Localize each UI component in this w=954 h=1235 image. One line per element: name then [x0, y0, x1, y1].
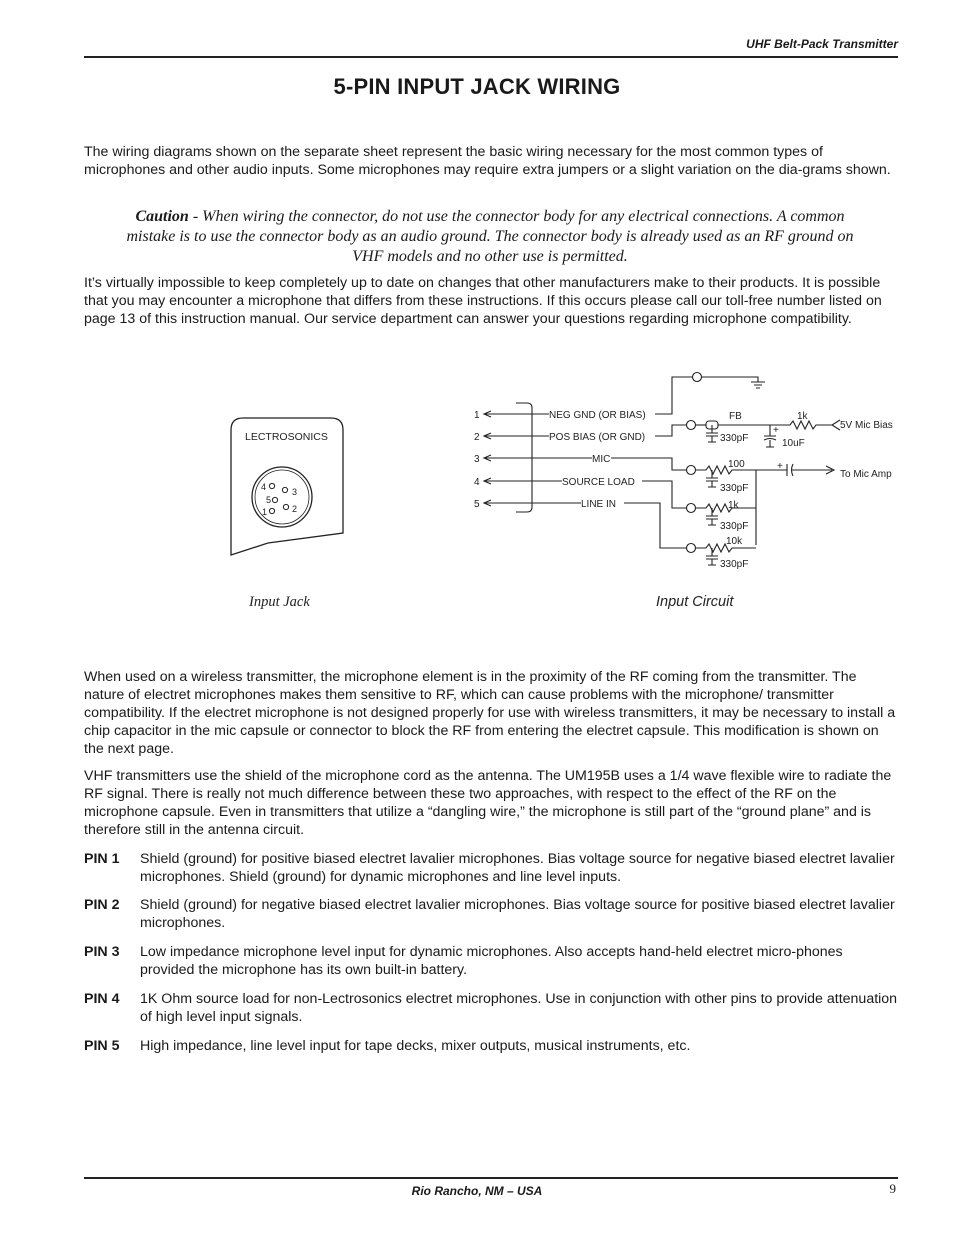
capacitor-label: 330pF [720, 559, 749, 570]
footer-rule [84, 1177, 898, 1179]
circuit-pin-label: LINE IN [581, 499, 617, 510]
page-title: 5-PIN INPUT JACK WIRING [333, 74, 621, 99]
pin-description [84, 850, 900, 886]
resistor-label: 1k [797, 411, 808, 422]
cap-polarity: + [773, 425, 779, 436]
rf-paragraph: When used on a wireless transmitter, the microphone element is in the proximity of the RF coming from the transmitter. The nature of electret microphones makes them sensitive to RF, which can cause problems with the microphone/ transmitter compatibility. If the electret microphone is not designed properly for use with wireless transmitters, it may be necessary to install a chip capacitor in the mic capsule or connector to block the RF from entering the electret capsule. This modification is shown on the next page. [84, 669, 896, 757]
pin-description [84, 1037, 900, 1055]
compatibility-paragraph: It’s virtually impossible to keep completely up to date on changes that other manufacturers make to their products. It is possible that you may encounter a microphone that differs from these instructions. If this occurs please call our toll-free number listed on page 13 of this instruction manual. Our service department can answer your questions regarding microphone compatibility. [84, 275, 882, 327]
caution-note [110, 207, 870, 267]
circuit-caption: Input Circuit [656, 594, 734, 610]
circuit-pin-number: 2 [474, 432, 480, 443]
pin-text: Shield (ground) for positive biased electret lavalier microphones. Bias voltage source for negative biased electret lavalier microphones. Shield (ground) for dynamic microphones and line level inputs. [140, 851, 895, 885]
pin-text: 1K Ohm source load for non-Lectrosonics electret microphones. Use in conjunction with other pins to provide attenuation of high level input signals. [140, 991, 898, 1025]
footer-location: Rio Rancho, NM – USA [411, 1184, 543, 1198]
ferrite-bead-label: FB [729, 411, 742, 422]
page-number: 9 [889, 1181, 896, 1196]
caution-label: Caution [135, 208, 189, 225]
amp-label: To Mic Amp [840, 469, 892, 480]
pin-label: PIN 5 [84, 1038, 120, 1054]
circuit-pin-label: NEG GND (OR BIAS) [549, 410, 646, 421]
running-header: UHF Belt-Pack Transmitter [746, 37, 898, 51]
resistor-label: 1k [728, 500, 739, 511]
jack-pin-label: 3 [292, 487, 298, 497]
capacitor-label: 330pF [720, 483, 749, 494]
cap-polarity: + [777, 461, 783, 472]
caution-text: - When wiring the connector, do not use the connector body for any electrical connections. A common mistake is to use the connector body as an audio ground. The connector body is already used as an RF ground on VHF models and no other use is permitted. [126, 208, 854, 265]
jack-pin-label: 5 [266, 495, 272, 505]
jack-brand: LECTROSONICS [245, 431, 328, 443]
jack-pin-label: 2 [292, 504, 298, 514]
circuit-pin-label: MIC [592, 454, 611, 465]
pin-label: PIN 3 [84, 944, 120, 960]
capacitor-label: 10uF [782, 438, 805, 449]
pin-text: Low impedance microphone level input for dynamic microphones. Also accepts hand-held electret micro-phones provided the microphone has its own built-in battery. [140, 944, 843, 978]
circuit-pin-number: 1 [474, 410, 480, 421]
jack-pin-label: 1 [262, 507, 268, 517]
jack-pin-label: 4 [261, 482, 267, 492]
resistor-label: 10k [726, 536, 743, 547]
circuit-pin-label: SOURCE LOAD [562, 477, 635, 488]
bias-label: 5V Mic Bias [840, 420, 893, 431]
pin-label: PIN 4 [84, 991, 120, 1007]
pin-description [84, 990, 900, 1026]
capacitor-label: 330pF [720, 521, 749, 532]
resistor-label: 100 [728, 459, 745, 470]
antenna-paragraph: VHF transmitters use the shield of the microphone cord as the antenna. The UM195B uses a 1/4 wave flexible wire to radiate the RF signal. There is really not much difference between these two approaches, with respect to the effect of the RF on the microphone capsule. Even in transmitters that utilize a “dangling wire,” the microphone is still part of the “ground plane” and is therefore still in the antenna circuit. [84, 768, 892, 838]
header-rule [84, 56, 898, 58]
pin-text: Shield (ground) for negative biased electret lavalier microphones. Bias voltage source for positive biased electret lavalier microphones. [140, 897, 895, 931]
pin-description [84, 896, 900, 932]
pin-label: PIN 2 [84, 897, 120, 913]
pin-text: High impedance, line level input for tape decks, mixer outputs, musical instruments, etc. [140, 1038, 691, 1054]
wiring-figure [0, 360, 954, 620]
pin-label: PIN 1 [84, 851, 120, 867]
intro-paragraph: The wiring diagrams shown on the separate sheet represent the basic wiring necessary for the most common types of microphones and other audio inputs. Some microphones may require extra jumpers or a slight variation on the dia-grams shown. [84, 144, 891, 178]
input-circuit-drawing [484, 373, 840, 566]
jack-caption: Input Jack [249, 594, 310, 610]
jack-pins [269, 483, 288, 513]
circuit-pin-label: POS BIAS (OR GND) [549, 432, 646, 443]
circuit-pin-number: 3 [474, 454, 480, 465]
capacitor-label: 330pF [720, 433, 749, 444]
circuit-pin-number: 5 [474, 499, 480, 510]
circuit-pin-number: 4 [474, 477, 480, 488]
pin-description [84, 943, 900, 979]
